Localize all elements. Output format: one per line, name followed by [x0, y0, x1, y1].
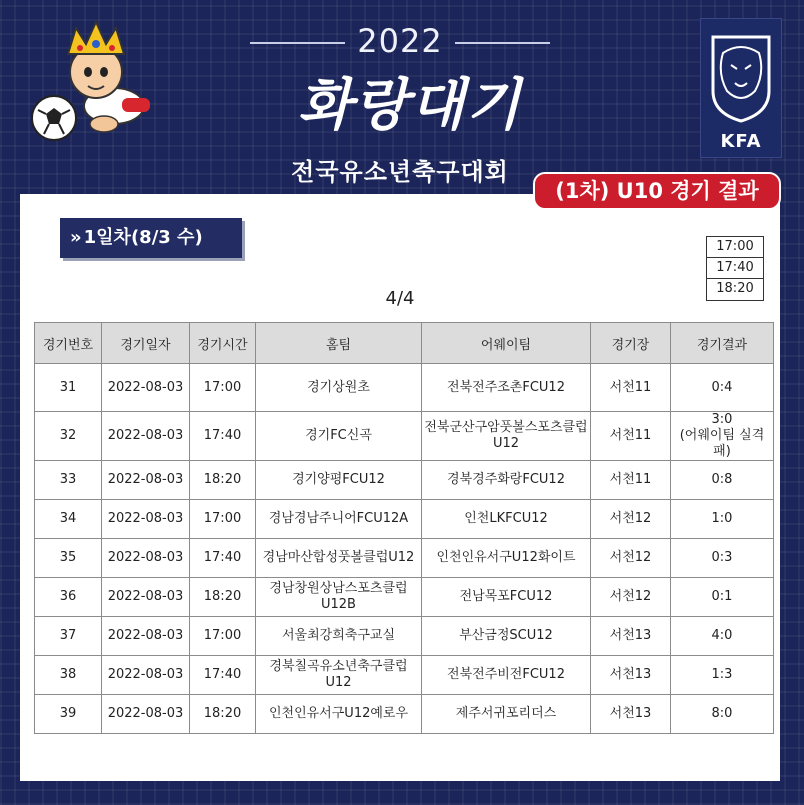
venue: 서천11	[591, 412, 671, 461]
match-score: 0:4	[711, 379, 733, 395]
venue: 서천11	[591, 364, 671, 412]
match-result	[671, 412, 774, 461]
match-date: 2022-08-03	[102, 412, 190, 461]
match-date: 2022-08-03	[102, 539, 190, 578]
match-number: 31	[35, 364, 102, 412]
column-header: 경기시간	[190, 323, 256, 364]
venue: 서천11	[591, 461, 671, 500]
home-team: 서울최강희축구교실	[256, 617, 422, 656]
away-team: 전남목포FCU12	[422, 578, 591, 617]
table-header-row	[35, 323, 774, 364]
home-team: 인천인유서구U12예로우	[256, 695, 422, 734]
time-legend-item: 18:20	[716, 281, 754, 296]
match-time: 17:00	[190, 617, 256, 656]
match-date: 2022-08-03	[102, 500, 190, 539]
match-score: 0:1	[711, 589, 733, 604]
table-row	[35, 539, 774, 578]
year-text: 2022	[357, 22, 443, 60]
away-team: 인천LKFCU12	[422, 500, 591, 539]
table-row	[35, 578, 774, 617]
event-subtitle: 전국유소년축구대회	[291, 158, 509, 186]
table-row	[35, 695, 774, 734]
away-team: 전북전주조촌FCU12	[422, 364, 591, 412]
match-date: 2022-08-03	[102, 695, 190, 734]
away-team: 전북군산구암풋볼스포츠클럽U12	[422, 412, 591, 461]
results-table	[34, 322, 774, 734]
match-number: 33	[35, 461, 102, 500]
match-time: 17:40	[190, 656, 256, 695]
match-date: 2022-08-03	[102, 364, 190, 412]
table-row	[35, 364, 774, 412]
match-time: 17:40	[190, 412, 256, 461]
venue: 서천12	[591, 539, 671, 578]
double-chevron-right-icon: »	[70, 227, 82, 248]
away-team: 제주서귀포리더스	[422, 695, 591, 734]
match-result	[671, 500, 774, 539]
match-score: 4:0	[711, 628, 733, 643]
kfa-logo	[700, 18, 782, 158]
match-time: 17:40	[190, 539, 256, 578]
venue: 서천13	[591, 617, 671, 656]
match-time: 18:20	[190, 461, 256, 500]
match-number: 35	[35, 539, 102, 578]
match-time: 17:00	[190, 500, 256, 539]
time-legend	[706, 236, 764, 301]
year-row	[250, 20, 550, 60]
table-row	[35, 656, 774, 695]
match-result	[671, 578, 774, 617]
match-result	[671, 461, 774, 500]
away-team: 인천인유서구U12화이트	[422, 539, 591, 578]
table-row	[35, 412, 774, 461]
mascot-king-soccer-icon	[30, 14, 160, 144]
column-header: 경기번호	[35, 323, 102, 364]
column-header: 홈팀	[256, 323, 422, 364]
match-number: 36	[35, 578, 102, 617]
match-score: 1:3	[711, 667, 733, 682]
match-time: 18:20	[190, 578, 256, 617]
match-time: 17:00	[190, 364, 256, 412]
match-score: 1:0	[711, 511, 733, 526]
home-team: 경북칠곡유소년축구클럽U12	[256, 656, 422, 695]
match-number: 34	[35, 500, 102, 539]
tiger-shield-icon	[709, 33, 773, 123]
home-team: 경기FC신곡	[256, 412, 422, 461]
match-result	[671, 539, 774, 578]
match-score: 8:0	[711, 706, 733, 721]
away-team: 경북경주화랑FCU12	[422, 461, 591, 500]
venue: 서천12	[591, 500, 671, 539]
match-result	[671, 695, 774, 734]
match-date: 2022-08-03	[102, 617, 190, 656]
page-indicator: 4/4	[385, 288, 415, 309]
time-legend-item: 17:00	[707, 237, 763, 258]
match-number: 32	[35, 412, 102, 461]
match-number: 39	[35, 695, 102, 734]
match-date: 2022-08-03	[102, 656, 190, 695]
event-title: 화랑대기	[297, 72, 523, 138]
home-team: 경기상원초	[256, 364, 422, 412]
away-team: 전북전주비전FCU12	[422, 656, 591, 695]
time-legend-item: 17:40	[707, 258, 763, 279]
match-score: 0:3	[711, 550, 733, 565]
column-header: 어웨이팀	[422, 323, 591, 364]
home-team: 경남창원상남스포츠클럽U12B	[256, 578, 422, 617]
result-badge: (1차) U10 경기 결과	[533, 172, 781, 210]
table-row	[35, 500, 774, 539]
year-line-right	[455, 42, 550, 44]
table-row	[35, 617, 774, 656]
venue: 서천13	[591, 695, 671, 734]
home-team: 경기양평FCU12	[256, 461, 422, 500]
match-result	[671, 656, 774, 695]
venue: 서천13	[591, 656, 671, 695]
kfa-text: KFA	[720, 131, 762, 152]
day-label-text: 1일차(8/3 수)	[83, 227, 203, 248]
home-team: 경남경남주니어FCU12A	[256, 500, 422, 539]
match-number: 38	[35, 656, 102, 695]
match-time: 18:20	[190, 695, 256, 734]
column-header: 경기결과	[671, 323, 774, 364]
match-result	[671, 617, 774, 656]
column-header: 경기장	[591, 323, 671, 364]
match-result	[671, 364, 774, 412]
home-team: 경남마산합성풋볼클럽U12	[256, 539, 422, 578]
away-team: 부산금정SCU12	[422, 617, 591, 656]
match-score: 3:0	[711, 412, 733, 427]
day-label	[60, 218, 242, 258]
match-score: 0:8	[711, 472, 733, 487]
table-row	[35, 461, 774, 500]
match-date: 2022-08-03	[102, 461, 190, 500]
match-number: 37	[35, 617, 102, 656]
match-date: 2022-08-03	[102, 578, 190, 617]
venue: 서천12	[591, 578, 671, 617]
column-header: 경기일자	[102, 323, 190, 364]
result-note: (어웨이팀 실격패)	[679, 428, 765, 459]
